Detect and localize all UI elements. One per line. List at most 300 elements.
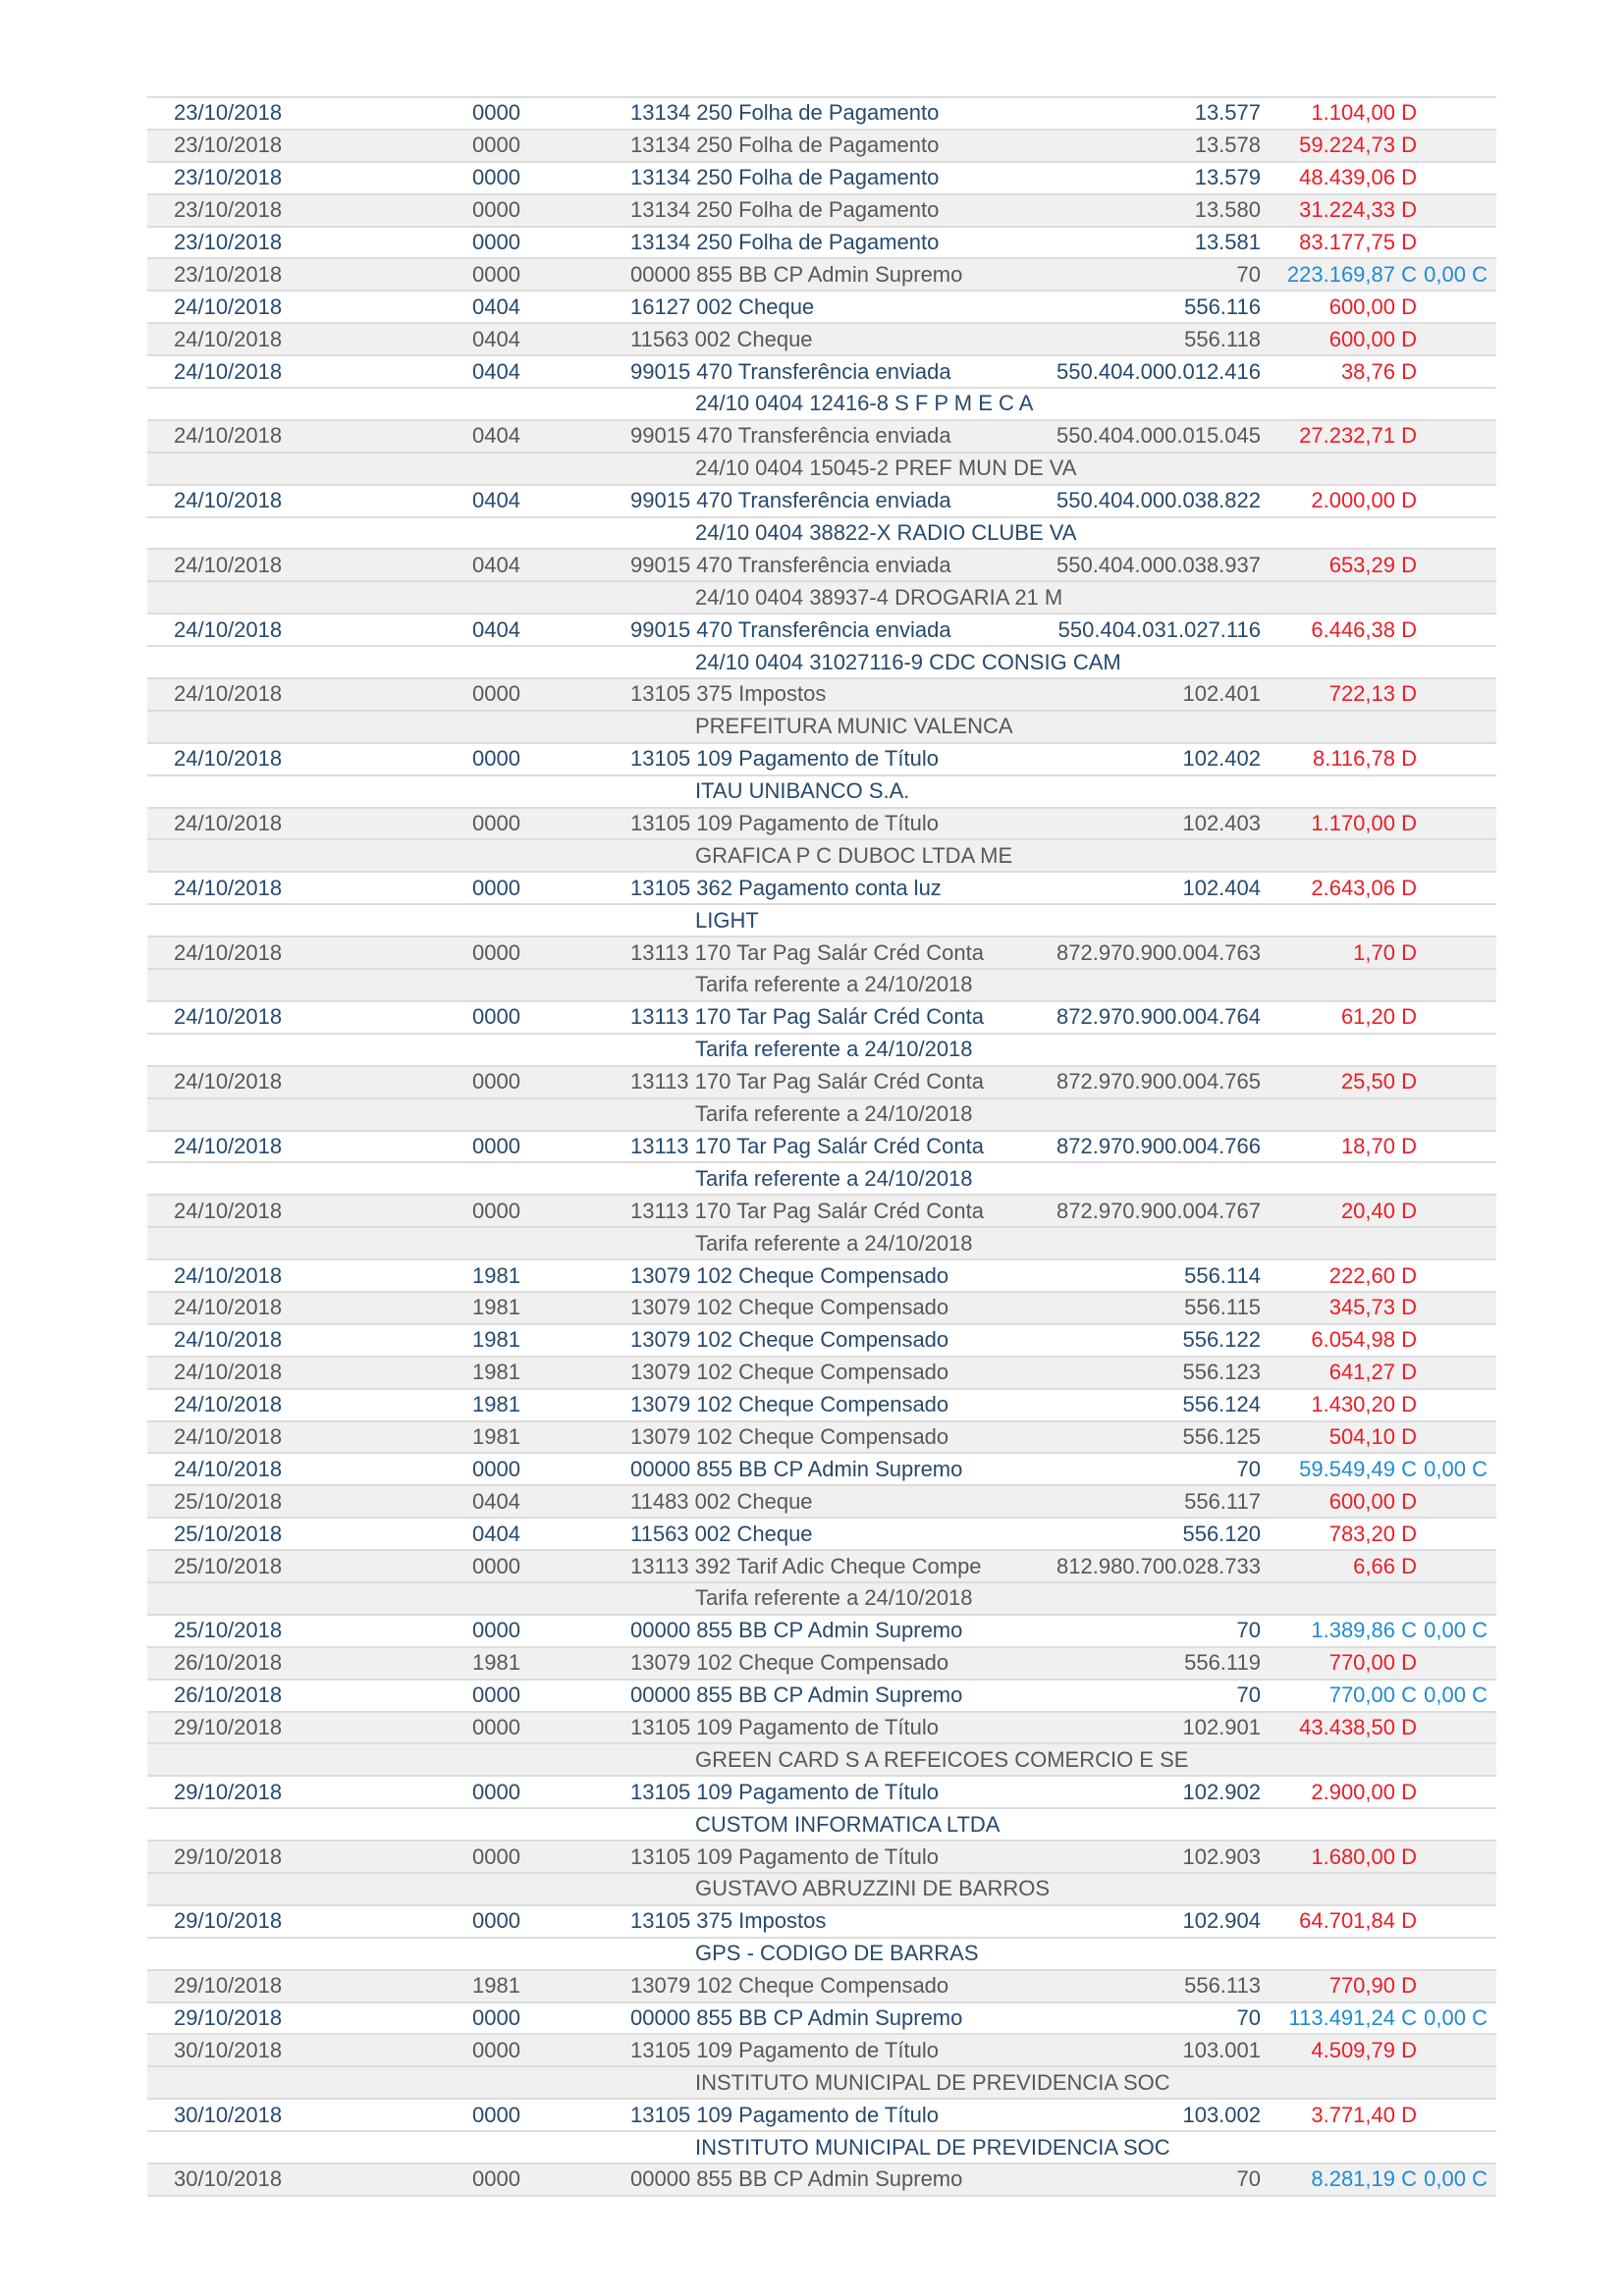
cell-detail-text: INSTITUTO MUNICIPAL DE PREVIDENCIA SOC [695,2069,1170,2095]
cell-description: 13105 109 Pagamento de Título [630,2102,939,2127]
cell-description: 13079 102 Cheque Compensado [630,1973,949,1999]
cell-description: 13105 362 Pagamento conta luz [630,875,942,900]
cell-date: 24/10/2018 [174,746,283,772]
cell-detail-text: 24/10 0404 12416-8 S F P M E C A [695,391,1034,416]
cell-detail-text: 24/10 0404 15045-2 PREF MUN DE VA [695,455,1077,481]
cell-agency: 0000 [472,1553,520,1578]
cell-value: 1,70 D [1353,939,1417,965]
cell-detail-text: Tarifa referente a 24/10/2018 [695,1037,973,1062]
transaction-row [147,1323,1496,1356]
cell-document-number: 556.124 [1182,1394,1261,1416]
transaction-row [147,1356,1496,1388]
cell-date: 24/10/2018 [174,1456,283,1481]
cell-value: 59.549,49 C [1299,1456,1417,1481]
cell-document-number: 70 [1236,2168,1261,2191]
cell-document-number: 556.119 [1184,1652,1261,1675]
cell-date: 29/10/2018 [174,1779,283,1804]
cell-agency: 0000 [472,2004,520,2030]
cell-agency: 0000 [472,197,520,223]
cell-document-number: 550.404.000.038.937 [1056,554,1261,576]
cell-document-number: 70 [1236,2006,1261,2029]
continuation-row [147,387,1496,419]
cell-date: 26/10/2018 [174,1650,283,1676]
cell-detail-text: Tarifa referente a 24/10/2018 [695,1585,973,1611]
cell-agency: 0000 [472,1682,520,1708]
cell-description: 00000 855 BB CP Admin Supremo [630,2004,963,2030]
cell-date: 24/10/2018 [174,552,283,577]
cell-value: 8.116,78 D [1312,746,1417,772]
cell-description: 13113 392 Tarif Adic Cheque Compe [630,1553,982,1578]
cell-description: 13113 170 Tar Pag Salár Créd Conta [630,1133,984,1158]
cell-value: 64.701,84 D [1299,1908,1417,1934]
cell-document-number: 812.980.700.028.733 [1056,1555,1261,1577]
transaction-row [147,354,1496,387]
cell-agency: 0000 [472,1618,520,1643]
cell-date: 23/10/2018 [174,165,283,190]
cell-description: 13113 170 Tar Pag Salár Créd Conta [630,939,984,965]
cell-document-number: 556.118 [1184,328,1261,350]
cell-date: 24/10/2018 [174,1004,283,1030]
cell-value: 3.771,40 D [1311,2102,1417,2127]
cell-agency: 1981 [472,1423,520,1449]
cell-date: 29/10/2018 [174,2004,283,2030]
cell-date: 24/10/2018 [174,488,283,513]
cell-agency: 0404 [472,423,520,449]
cell-description: 11483 002 Cheque [630,1488,813,1514]
cell-date: 24/10/2018 [174,1069,283,1095]
cell-detail-text: LIGHT [695,907,759,933]
cell-date: 24/10/2018 [174,294,283,319]
cell-date: 29/10/2018 [174,1973,283,1999]
cell-date: 23/10/2018 [174,100,283,126]
cell-value: 6.446,38 D [1311,616,1417,642]
cell-description: 99015 470 Transferência enviada [630,488,951,513]
cell-value: 504,10 D [1328,1423,1417,1449]
cell-document-number: 556.113 [1184,1975,1261,1998]
cell-value: 722,13 D [1328,681,1417,707]
cell-date: 29/10/2018 [174,1714,283,1739]
cell-description: 13105 109 Pagamento de Título [630,1714,939,1739]
continuation-row [147,452,1496,484]
cell-date: 25/10/2018 [174,1521,283,1546]
cell-description: 13079 102 Cheque Compensado [630,1650,949,1676]
cell-detail-text: 24/10 0404 31027116-9 CDC CONSIG CAM [695,649,1121,674]
continuation-row [147,838,1496,871]
cell-description: 13113 170 Tar Pag Salár Créd Conta [630,1004,984,1030]
cell-value: 653,29 D [1328,552,1417,577]
cell-detail-text: GPS - CODIGO DE BARRAS [695,1941,979,1966]
cell-value: 6,66 D [1353,1553,1417,1578]
cell-document-number: 550.404.000.038.822 [1056,490,1261,512]
cell-date: 24/10/2018 [174,326,283,351]
cell-value: 770,00 C [1328,1682,1417,1708]
transaction-row [147,226,1496,258]
cell-date: 24/10/2018 [174,939,283,965]
transaction-row [147,871,1496,903]
cell-value: 25,50 D [1340,1069,1417,1095]
statement-table [147,96,1496,2197]
cell-secondary-value: 0,00 C [1424,1682,1488,1708]
transaction-row [147,96,1496,129]
cell-document-number: 102.402 [1182,748,1261,771]
cell-agency: 0404 [472,488,520,513]
cell-value: 2.000,00 D [1311,488,1417,513]
cell-document-number: 103.002 [1182,2104,1261,2126]
cell-description: 13134 250 Folha de Pagamento [630,230,940,254]
transaction-row [147,2163,1496,2195]
cell-value: 4.509,79 D [1311,2037,1417,2062]
cell-description: 00000 855 BB CP Admin Supremo [630,1682,963,1708]
cell-document-number: 556.122 [1182,1329,1261,1352]
cell-date: 24/10/2018 [174,1392,283,1417]
cell-document-number: 13.579 [1194,167,1261,189]
cell-description: 99015 470 Transferência enviada [630,423,951,449]
cell-detail-text: CUSTOM INFORMATICA LTDA [695,1811,1001,1837]
cell-date: 24/10/2018 [174,1133,283,1158]
cell-document-number: 70 [1236,1458,1261,1480]
cell-date: 25/10/2018 [174,1488,283,1514]
cell-value: 18,70 D [1340,1133,1417,1158]
cell-description: 11563 002 Cheque [630,1521,813,1546]
cell-secondary-value: 0,00 C [1424,1618,1488,1643]
cell-agency: 0404 [472,294,520,319]
continuation-row [147,1161,1496,1194]
cell-value: 345,73 D [1328,1295,1417,1320]
cell-description: 13134 250 Folha de Pagamento [630,165,940,190]
cell-document-number: 102.904 [1182,1910,1261,1933]
continuation-row [147,1581,1496,1614]
transaction-row [147,161,1496,193]
cell-agency: 1981 [472,1973,520,1999]
cell-detail-text: GREEN CARD S A REFEICOES COMERCIO E SE [695,1746,1189,1772]
cell-date: 24/10/2018 [174,811,283,836]
cell-value: 1.170,00 D [1311,811,1417,836]
cell-description: 13079 102 Cheque Compensado [630,1392,949,1417]
cell-detail-text: GRAFICA P C DUBOC LTDA ME [695,842,1013,868]
cell-description: 13105 375 Impostos [630,681,827,707]
transaction-row [147,677,1496,710]
cell-date: 24/10/2018 [174,616,283,642]
cell-agency: 0000 [472,100,520,126]
cell-document-number: 556.116 [1184,295,1261,318]
cell-document-number: 872.970.900.004.767 [1056,1200,1261,1222]
cell-date: 30/10/2018 [174,2102,283,2127]
transaction-row [147,1130,1496,1162]
cell-document-number: 550.404.000.012.416 [1056,360,1261,383]
cell-value: 83.177,75 D [1299,230,1417,254]
cell-description: 99015 470 Transferência enviada [630,552,951,577]
transaction-row [147,2002,1496,2034]
cell-agency: 0404 [472,358,520,384]
cell-document-number: 13.581 [1194,232,1261,253]
transaction-row [147,193,1496,226]
cell-description: 13079 102 Cheque Compensado [630,1262,949,1288]
cell-document-number: 13.580 [1194,199,1261,222]
cell-document-number: 872.970.900.004.763 [1056,941,1261,964]
cell-agency: 0000 [472,1843,520,1869]
transaction-row [147,742,1496,774]
cell-description: 00000 855 BB CP Admin Supremo [630,1456,963,1481]
transaction-row [147,1711,1496,1743]
cell-value: 2.643,06 D [1311,875,1417,900]
cell-value: 1.389,86 C [1311,1618,1417,1643]
cell-description: 13134 250 Folha de Pagamento [630,100,940,126]
cell-agency: 1981 [472,1360,520,1385]
transaction-row [147,807,1496,839]
cell-description: 00000 855 BB CP Admin Supremo [630,2166,963,2192]
cell-date: 24/10/2018 [174,423,283,449]
cell-agency: 0000 [472,230,520,254]
cell-description: 13105 109 Pagamento de Título [630,1779,939,1804]
cell-agency: 1981 [472,1295,520,1320]
cell-value: 770,00 D [1328,1650,1417,1676]
cell-agency: 0000 [472,2102,520,2127]
cell-secondary-value: 0,00 C [1424,2004,1488,2030]
cell-agency: 0000 [472,261,520,287]
transaction-row [147,419,1496,452]
cell-agency: 0404 [472,1488,520,1514]
cell-document-number: 872.970.900.004.766 [1056,1135,1261,1157]
cell-value: 641,27 D [1328,1360,1417,1385]
cell-document-number: 556.125 [1182,1425,1261,1448]
continuation-row [147,1033,1496,1065]
cell-agency: 0000 [472,1198,520,1223]
continuation-row [147,968,1496,1000]
cell-date: 23/10/2018 [174,261,283,287]
cell-detail-text: Tarifa referente a 24/10/2018 [695,1230,973,1255]
cell-agency: 0000 [472,1714,520,1739]
cell-value: 600,00 D [1328,326,1417,351]
transaction-row [147,290,1496,322]
cell-date: 24/10/2018 [174,1262,283,1288]
cell-description: 13113 170 Tar Pag Salár Créd Conta [630,1198,984,1223]
cell-description: 13079 102 Cheque Compensado [630,1360,949,1385]
cell-value: 38,76 D [1340,358,1417,384]
cell-value: 2.900,00 D [1311,1779,1417,1804]
cell-document-number: 550.404.031.027.116 [1057,618,1261,641]
cell-description: 13105 109 Pagamento de Título [630,2037,939,2062]
cell-date: 26/10/2018 [174,1682,283,1708]
cell-description: 13079 102 Cheque Compensado [630,1423,949,1449]
transaction-row [147,1452,1496,1484]
cell-value: 31.224,33 D [1299,197,1417,223]
cell-document-number: 556.114 [1184,1264,1261,1287]
cell-detail-text: Tarifa referente a 24/10/2018 [695,972,973,997]
cell-agency: 0000 [472,681,520,707]
cell-agency: 1981 [472,1327,520,1353]
transaction-row [147,1840,1496,1872]
transaction-row [147,1904,1496,1937]
cell-value: 1.104,00 D [1311,100,1417,126]
cell-description: 13079 102 Cheque Compensado [630,1327,949,1353]
transaction-row [147,1065,1496,1097]
transaction-row [147,322,1496,354]
cell-agency: 1981 [472,1262,520,1288]
transaction-row [147,1420,1496,1453]
continuation-row [147,903,1496,935]
transaction-row [147,1258,1496,1291]
cell-value: 48.439,06 D [1299,165,1417,190]
cell-date: 24/10/2018 [174,681,283,707]
cell-date: 30/10/2018 [174,2037,283,2062]
cell-description: 13105 109 Pagamento de Título [630,746,939,772]
cell-description: 13134 250 Folha de Pagamento [630,197,940,223]
cell-description: 00000 855 BB CP Admin Supremo [630,1618,963,1643]
cell-agency: 1981 [472,1392,520,1417]
cell-value: 43.438,50 D [1299,1714,1417,1739]
cell-document-number: 102.901 [1182,1716,1261,1738]
cell-agency: 0404 [472,326,520,351]
cell-date: 23/10/2018 [174,133,283,158]
cell-date: 29/10/2018 [174,1843,283,1869]
cell-agency: 0000 [472,1779,520,1804]
cell-agency: 0000 [472,165,520,190]
transaction-row [147,1194,1496,1226]
transaction-row [147,1484,1496,1517]
cell-description: 13105 109 Pagamento de Título [630,1843,939,1869]
cell-value: 20,40 D [1340,1198,1417,1223]
transaction-row [147,1614,1496,1646]
continuation-row [147,1742,1496,1775]
continuation-row [147,774,1496,807]
transaction-row [147,935,1496,968]
cell-agency: 0404 [472,1521,520,1546]
cell-detail-text: Tarifa referente a 24/10/2018 [695,1165,973,1191]
continuation-row [147,1807,1496,1840]
cell-value: 113.491,24 C [1288,2004,1417,2030]
transaction-row [147,2098,1496,2130]
continuation-row [147,1097,1496,1130]
transaction-row [147,548,1496,580]
cell-agency: 0000 [472,2037,520,2062]
cell-agency: 0000 [472,939,520,965]
cell-agency: 1981 [472,1650,520,1676]
continuation-row [147,1226,1496,1258]
transaction-row [147,1969,1496,2002]
cell-agency: 0000 [472,1456,520,1481]
cell-date: 30/10/2018 [174,2166,283,2192]
continuation-row [147,2065,1496,2098]
cell-description: 99015 470 Transferência enviada [630,616,951,642]
cell-value: 27.232,71 D [1299,423,1417,449]
cell-agency: 0000 [472,1069,520,1095]
cell-date: 29/10/2018 [174,1908,283,1934]
cell-agency: 0404 [472,616,520,642]
transaction-row [147,1388,1496,1420]
transaction-row [147,257,1496,290]
cell-description: 13079 102 Cheque Compensado [630,1295,949,1320]
cell-date: 25/10/2018 [174,1618,283,1643]
cell-secondary-value: 0,00 C [1424,2166,1488,2192]
cell-description: 13105 375 Impostos [630,1908,827,1934]
transaction-row [147,1646,1496,1679]
continuation-row [147,580,1496,613]
cell-value: 222,60 D [1328,1262,1417,1288]
continuation-row [147,710,1496,742]
cell-document-number: 556.117 [1184,1490,1261,1513]
cell-value: 770,90 D [1328,1973,1417,1999]
cell-value: 61,20 D [1340,1004,1417,1030]
cell-secondary-value: 0,00 C [1424,1456,1488,1481]
cell-description: 11563 002 Cheque [630,326,813,351]
continuation-row [147,1872,1496,1904]
cell-detail-text: INSTITUTO MUNICIPAL DE PREVIDENCIA SOC [695,2134,1170,2160]
cell-agency: 0000 [472,746,520,772]
cell-value: 600,00 D [1328,294,1417,319]
cell-description: 13105 109 Pagamento de Título [630,811,939,836]
cell-document-number: 556.115 [1184,1297,1261,1319]
cell-agency: 0000 [472,1133,520,1158]
cell-date: 24/10/2018 [174,1360,283,1385]
cell-description: 00000 855 BB CP Admin Supremo [630,261,963,287]
cell-agency: 0000 [472,1004,520,1030]
cell-date: 24/10/2018 [174,358,283,384]
cell-agency: 0000 [472,811,520,836]
transaction-row [147,1517,1496,1549]
cell-description: 13113 170 Tar Pag Salár Créd Conta [630,1069,984,1095]
cell-detail-text: PREFEITURA MUNIC VALENCA [695,714,1013,739]
cell-detail-text: GUSTAVO ABRUZZINI DE BARROS [695,1876,1051,1901]
cell-document-number: 70 [1236,1620,1261,1642]
cell-document-number: 872.970.900.004.765 [1056,1071,1261,1094]
cell-document-number: 102.404 [1182,877,1261,899]
cell-detail-text: 24/10 0404 38937-4 DROGARIA 21 M [695,584,1063,610]
cell-description: 99015 470 Transferência enviada [630,358,951,384]
transaction-row [147,2033,1496,2065]
cell-date: 23/10/2018 [174,197,283,223]
cell-description: 16127 002 Cheque [630,294,815,319]
cell-document-number: 102.403 [1182,813,1261,835]
cell-document-number: 13.577 [1194,102,1261,125]
transaction-row [147,129,1496,161]
transaction-row [147,1000,1496,1033]
cell-agency: 0000 [472,1908,520,1934]
cell-description: 13134 250 Folha de Pagamento [630,133,940,158]
cell-document-number: 103.001 [1182,2039,1261,2061]
transaction-row [147,1291,1496,1323]
transaction-row [147,1775,1496,1807]
cell-agency: 0000 [472,2166,520,2192]
transaction-row [147,613,1496,645]
cell-document-number: 102.903 [1182,1845,1261,1868]
transaction-row [147,1679,1496,1711]
cell-agency: 0000 [472,133,520,158]
cell-date: 24/10/2018 [174,1327,283,1353]
cell-secondary-value: 0,00 C [1424,261,1488,287]
cell-date: 24/10/2018 [174,875,283,900]
cell-value: 1.430,20 D [1311,1392,1417,1417]
cell-date: 24/10/2018 [174,1295,283,1320]
cell-value: 1.680,00 D [1311,1843,1417,1869]
cell-agency: 0404 [472,552,520,577]
cell-detail-text: ITAU UNIBANCO S.A. [695,778,910,804]
cell-value: 600,00 D [1328,1488,1417,1514]
cell-date: 23/10/2018 [174,230,283,254]
continuation-row [147,645,1496,677]
cell-value: 223.169,87 C [1286,261,1417,287]
cell-document-number: 556.120 [1182,1522,1261,1545]
transaction-row [147,484,1496,516]
cell-date: 24/10/2018 [174,1423,283,1449]
cell-detail-text: 24/10 0404 38822-X RADIO CLUBE VA [695,520,1077,546]
cell-document-number: 872.970.900.004.764 [1056,1006,1261,1029]
cell-date: 25/10/2018 [174,1553,283,1578]
continuation-row [147,1937,1496,1969]
cell-document-number: 70 [1236,1684,1261,1707]
cell-document-number: 70 [1236,263,1261,286]
continuation-row [147,2130,1496,2163]
cell-document-number: 13.578 [1194,134,1261,157]
